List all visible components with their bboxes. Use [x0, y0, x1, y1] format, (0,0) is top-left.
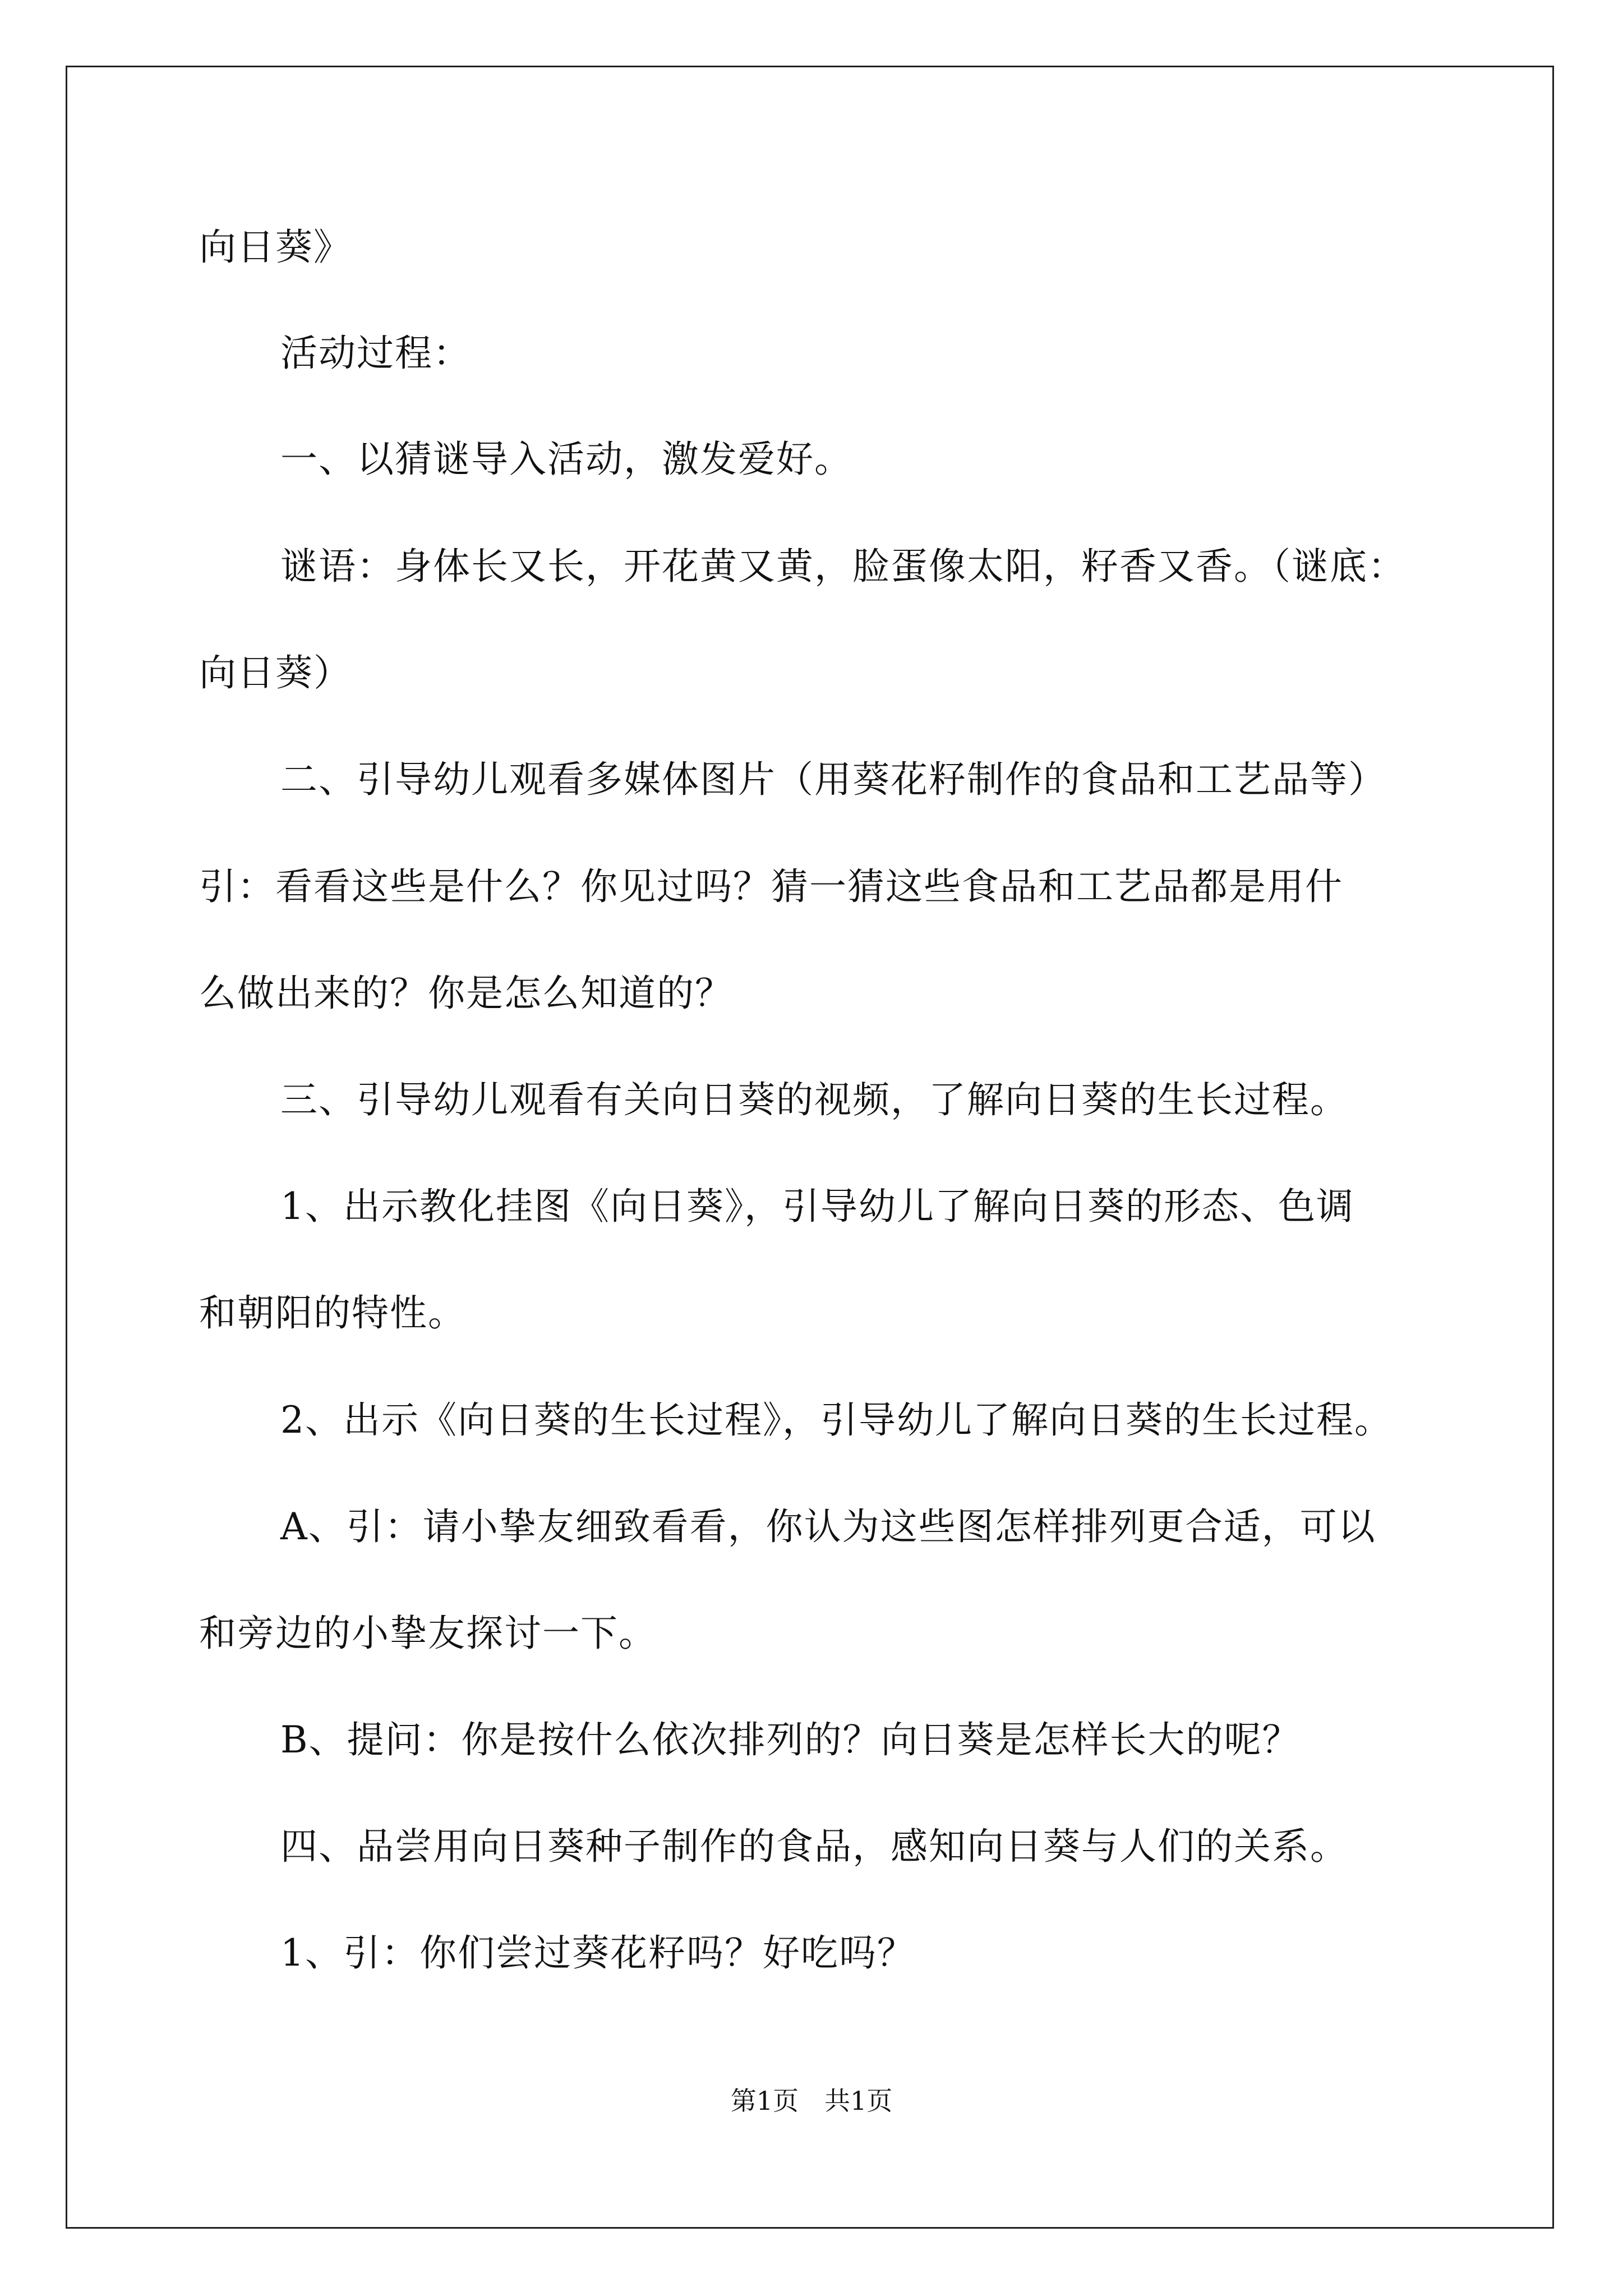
- text-line-step-a-cont: 和旁边的小挚友探讨一下。: [199, 1612, 657, 1655]
- text-line-step-a: A、引：请小挚友细致看看，你认为这些图怎样排列更合适，可以: [280, 1505, 1376, 1548]
- page-frame: [66, 66, 1554, 2229]
- text-line-step-1-cont: 和朝阳的特性。: [199, 1291, 466, 1335]
- section-heading-3: 三、引导幼儿观看有关向日葵的视频，了解向日葵的生长过程。: [280, 1078, 1348, 1121]
- text-line-question-2: 么做出来的？你是怎么知道的？: [199, 972, 733, 1015]
- text-line-riddle-answer: 向日葵）: [199, 651, 352, 694]
- section-heading-1: 一、以猜谜导入活动，激发爱好。: [280, 438, 852, 481]
- text-line-1: 向日葵》: [199, 226, 352, 269]
- text-line-step-2: 2、出示《向日葵的生长过程》，引导幼儿了解向日葵的生长过程。: [280, 1398, 1393, 1442]
- text-line-question-1: 引：看看这些是什么？你见过吗？猜一猜这些食品和工艺品都是用什: [199, 865, 1343, 908]
- text-line-2: 活动过程：: [280, 332, 471, 375]
- text-line-step-1: 1、出示教化挂图《向日葵》，引导幼儿了解向日葵的形态、色调: [280, 1185, 1354, 1228]
- text-line-riddle: 谜语：身体长又长，开花黄又黄，脸蛋像太阳，籽香又香。（谜底：: [280, 545, 1406, 588]
- section-heading-2: 二、引导幼儿观看多媒体图片（用葵花籽制作的食品和工艺品等）: [280, 758, 1386, 801]
- section-heading-4: 四、品尝用向日葵种子制作的食品，感知向日葵与人们的关系。: [280, 1825, 1348, 1868]
- text-line-step-4-1: 1、引：你们尝过葵花籽吗？好吃吗？: [280, 1931, 915, 1975]
- text-line-step-b: B、提问：你是按什么依次排列的？向日葵是怎样长大的呢？: [280, 1718, 1301, 1761]
- page-footer: 第1页 共1页: [730, 2086, 893, 2116]
